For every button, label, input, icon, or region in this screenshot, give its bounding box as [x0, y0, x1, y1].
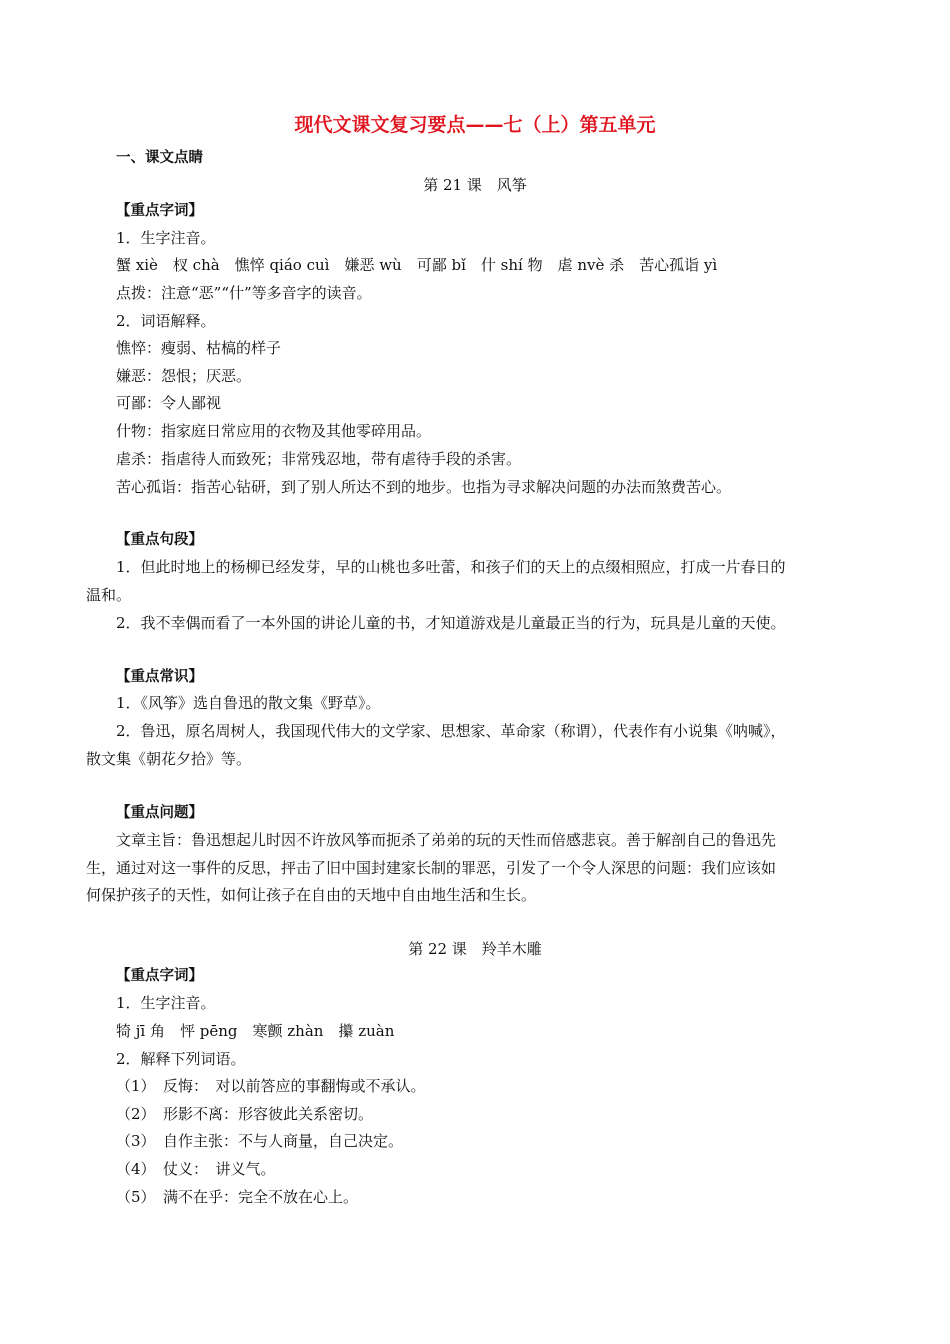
explanation-item: 嫌恶：怨恨；厌恶。: [116, 367, 252, 385]
explanation-item: 憔悴：瘦弱、枯槁的样子: [116, 339, 282, 357]
sentence-line: 2．我不幸偶而看了一本外国的讲论儿童的书，才知道游戏是儿童最正当的行为，玩具是儿童的天使。: [116, 614, 786, 632]
section-heading: 一、课文点睛: [116, 150, 203, 166]
knowledge-line: 散文集《朝花夕拾》等。: [86, 750, 252, 768]
explanation-item: （1） 反悔： 对以前答应的事翻悔或不承认。: [116, 1077, 426, 1095]
knowledge-line: 1．《风筝》选自鲁迅的散文集《野草》。: [116, 694, 381, 712]
question-line: 文章主旨：鲁迅想起儿时因不许放风筝而扼杀了弟弟的玩的天性而倍感悲哀。善于解剖自己的鲁迅先: [116, 831, 777, 849]
question-line: 何保护孩子的天性，如何让孩子在自由的天地中自由地生活和生长。: [86, 886, 537, 904]
knowledge-line: 2．鲁迅，原名周树人，我国现代伟大的文学家、思想家、革命家（称谓），代表作有小说集《呐喊》，: [116, 722, 786, 740]
explanation-item: 什物：指家庭日常应用的衣物及其他零碎用品。: [116, 422, 432, 440]
key-sentences-header: 【重点句段】: [116, 532, 203, 548]
explanation-header: 2．解释下列词语。: [116, 1050, 246, 1068]
key-words-header: 【重点字词】: [116, 203, 203, 219]
pronunciation-header: 1．生字注音。: [116, 229, 216, 247]
question-line: 生，通过对这一事件的反思，抨击了旧中国封建家长制的罪恶，引发了一个令人深思的问题：我们应该如: [86, 859, 777, 877]
explanation-item: （5） 满不在乎：完全不放在心上。: [116, 1188, 359, 1206]
hint-line: 点拨：注意“恶”“什”等多音字的读音。: [116, 284, 372, 302]
explanation-item: 苦心孤诣：指苦心钻研，到了别人所达不到的地步。也指为寻求解决问题的办法而煞费苦心。: [116, 478, 732, 496]
key-knowledge-header: 【重点常识】: [116, 669, 203, 685]
explanation-item: （4） 仗义： 讲义气。: [116, 1160, 276, 1178]
explanation-item: 虐杀：指虐待人而致死；非常残忍地，带有虐待手段的杀害。: [116, 450, 522, 468]
explanation-header: 2．词语解释。: [116, 312, 216, 330]
explanation-item: 可鄙：令人鄙视: [116, 394, 222, 412]
sentence-line: 1．但此时地上的杨柳已经发芽，早的山桃也多吐蕾，和孩子们的天上的点缀相照应，打成一片春日的: [116, 558, 786, 576]
key-words-header: 【重点字词】: [116, 968, 203, 984]
page-title: 现代文课文复习要点——七（上）第五单元: [294, 114, 656, 136]
lesson-22-heading: 第 22 课 羚羊木雕: [408, 940, 542, 958]
key-questions-header: 【重点问题】: [116, 805, 203, 821]
explanation-item: （3） 自作主张：不与人商量，自己决定。: [116, 1132, 404, 1150]
lesson-21-heading: 第 21 课 风筝: [423, 176, 527, 194]
pronunciation-line: 犄 jī 角 怦 pēng 寒颤 zhàn 攥 zuàn: [116, 1022, 395, 1040]
sentence-line: 温和。: [86, 586, 132, 604]
explanation-item: （2） 形影不离：形容彼此关系密切。: [116, 1105, 374, 1123]
pronunciation-header: 1．生字注音。: [116, 994, 216, 1012]
pronunciation-line: 蟹 xiè 杈 chà 憔悴 qiáo cuì 嫌恶 wù 可鄙 bǐ 什 shí 物 虐 nvè 杀 苦心孤诣 yì: [116, 256, 718, 274]
